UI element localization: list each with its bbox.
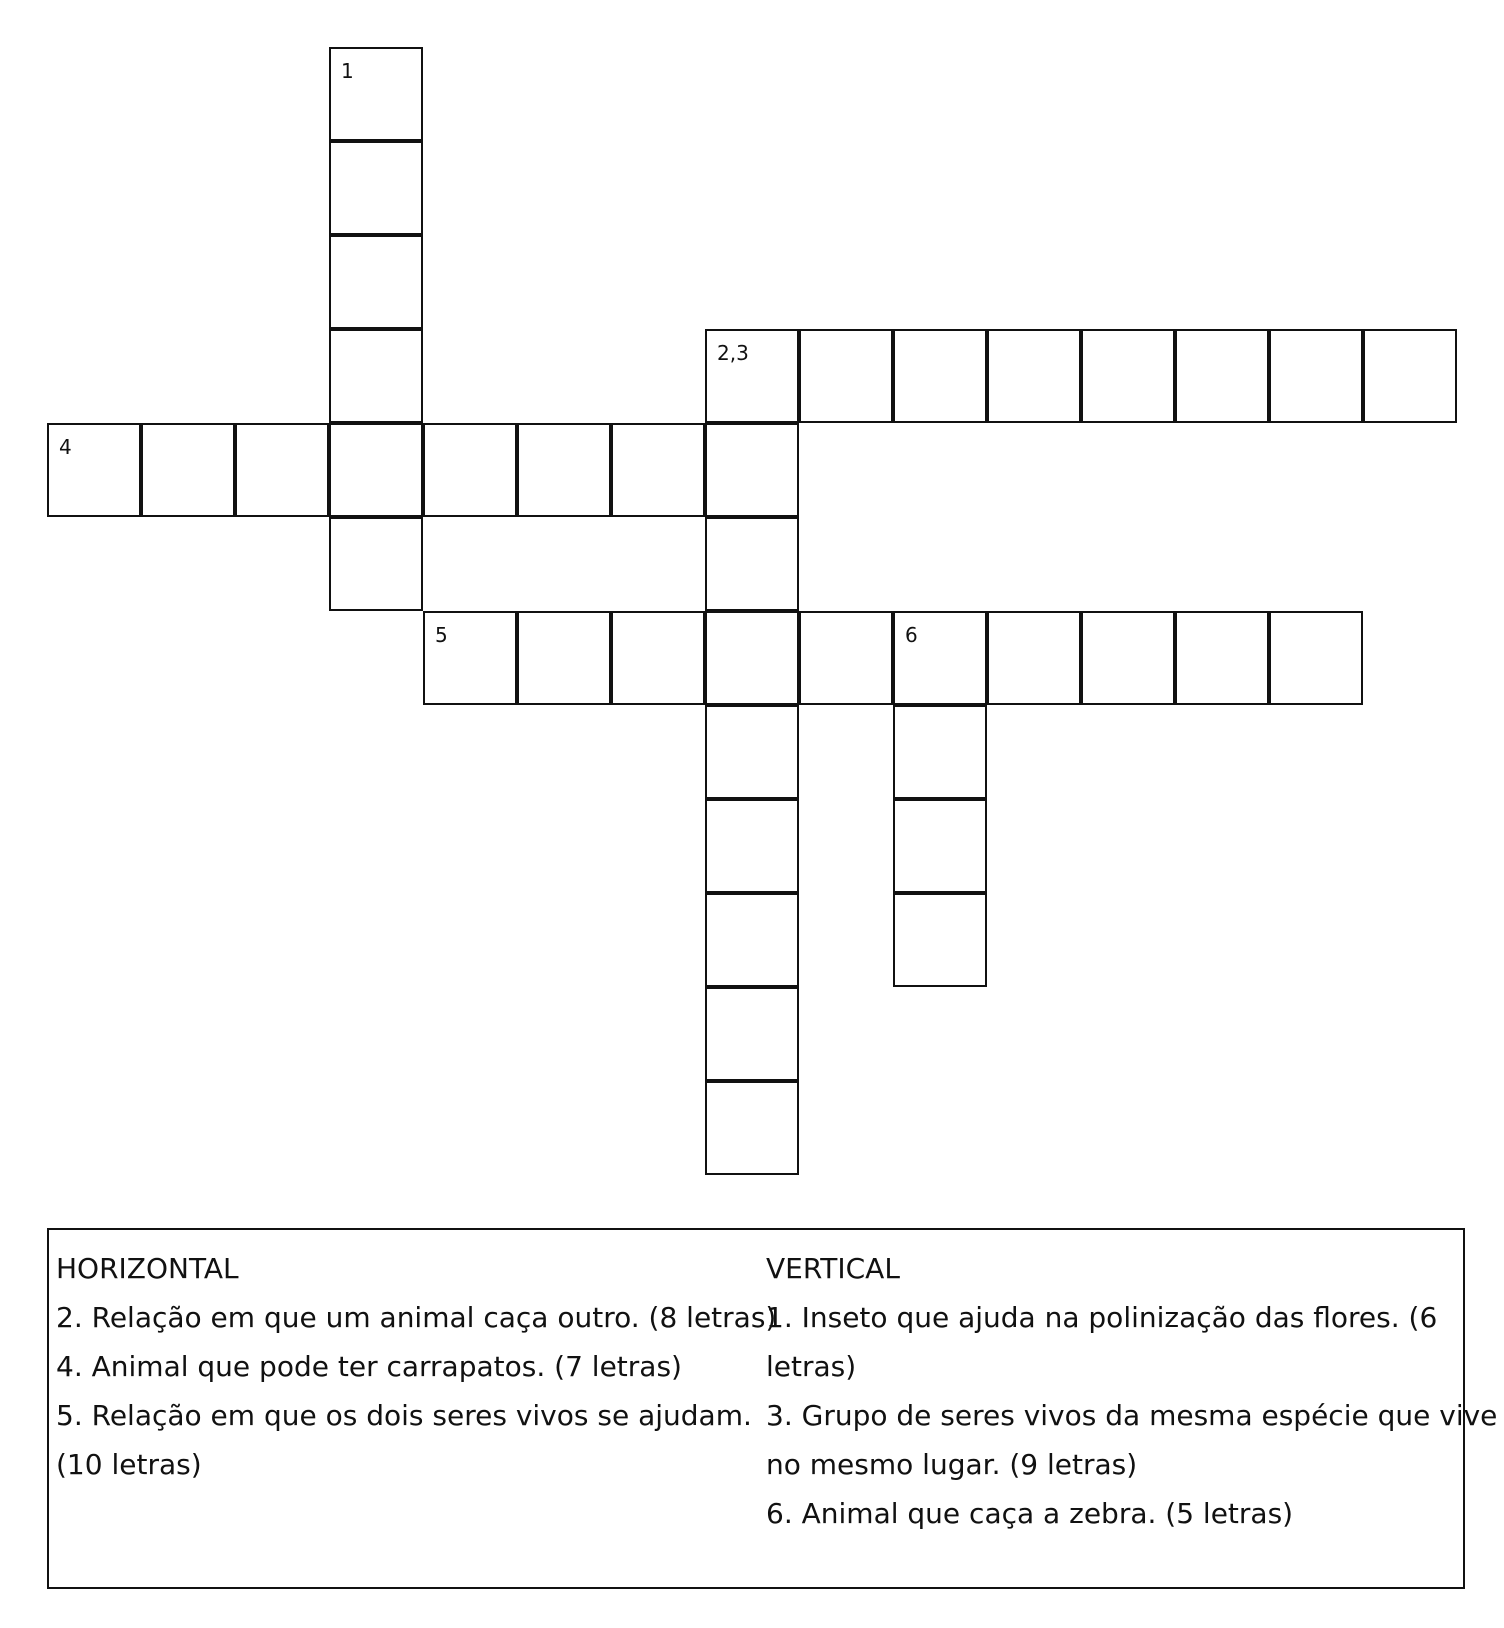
crossword-cell[interactable]	[329, 423, 423, 517]
crossword-cell[interactable]	[329, 235, 423, 329]
crossword-cell[interactable]	[329, 141, 423, 235]
crossword-cell[interactable]	[329, 329, 423, 423]
crossword-cell[interactable]	[987, 329, 1081, 423]
crossword-cell[interactable]	[893, 893, 987, 987]
vertical-clue-line: no mesmo lugar. (9 letras)	[766, 1448, 1138, 1481]
horizontal-clue-line: (10 letras)	[56, 1448, 202, 1481]
crossword-cell[interactable]	[705, 517, 799, 611]
horizontal-clue-line: 5. Relação em que os dois seres vivos se ajudam.	[56, 1399, 752, 1432]
crossword-cell[interactable]	[423, 611, 517, 705]
clue-number: 5	[435, 623, 448, 647]
vertical-heading: VERTICAL	[766, 1252, 900, 1285]
crossword-cell[interactable]	[893, 611, 987, 705]
crossword-cell[interactable]	[705, 893, 799, 987]
crossword-cell[interactable]	[1269, 329, 1363, 423]
crossword-cell[interactable]	[705, 705, 799, 799]
crossword-cell[interactable]	[1363, 329, 1457, 423]
crossword-cell[interactable]	[987, 611, 1081, 705]
vertical-clue-line: 3. Grupo de seres vivos da mesma espécie que vive	[766, 1399, 1498, 1432]
crossword-cell[interactable]	[329, 517, 423, 611]
clue-number: 2,3	[717, 341, 749, 365]
crossword-cell[interactable]	[1269, 611, 1363, 705]
clue-number: 6	[905, 623, 918, 647]
crossword-cell[interactable]	[799, 611, 893, 705]
crossword-cell[interactable]	[611, 423, 705, 517]
crossword-cell[interactable]	[705, 987, 799, 1081]
horizontal-clue-line: 2. Relação em que um animal caça outro. (8 letras)	[56, 1301, 777, 1334]
horizontal-clue-line: 4. Animal que pode ter carrapatos. (7 letras)	[56, 1350, 682, 1383]
crossword-cell[interactable]	[423, 423, 517, 517]
crossword-cell[interactable]	[705, 799, 799, 893]
crossword-cell[interactable]	[1081, 611, 1175, 705]
horizontal-heading: HORIZONTAL	[56, 1252, 239, 1285]
crossword-cell[interactable]	[517, 611, 611, 705]
crossword-cell[interactable]	[1175, 611, 1269, 705]
vertical-clue-line: letras)	[766, 1350, 857, 1383]
crossword-cell[interactable]	[1175, 329, 1269, 423]
crossword-cell[interactable]	[47, 423, 141, 517]
crossword-cell[interactable]	[705, 611, 799, 705]
crossword-cell[interactable]	[705, 1081, 799, 1175]
clue-number: 1	[341, 59, 354, 83]
crossword-cell[interactable]	[1081, 329, 1175, 423]
horizontal-clues	[56, 1244, 777, 1489]
crossword-cell[interactable]	[235, 423, 329, 517]
crossword-cell[interactable]	[799, 329, 893, 423]
vertical-clues	[766, 1244, 1498, 1538]
vertical-clue-line: 1. Inseto que ajuda na polinização das flores. (6	[766, 1301, 1438, 1334]
crossword-cell[interactable]	[893, 705, 987, 799]
crossword-cell[interactable]	[893, 329, 987, 423]
crossword-cell[interactable]	[705, 423, 799, 517]
clues-box	[47, 1228, 1498, 1589]
crossword-cell[interactable]	[611, 611, 705, 705]
vertical-clue-line: 6. Animal que caça a zebra. (5 letras)	[766, 1497, 1294, 1530]
crossword-cell[interactable]	[893, 799, 987, 893]
crossword-cell[interactable]	[517, 423, 611, 517]
clue-number: 4	[59, 435, 72, 459]
crossword-cell[interactable]	[141, 423, 235, 517]
crossword-cell[interactable]	[329, 47, 423, 141]
crossword-cell[interactable]	[705, 329, 799, 423]
